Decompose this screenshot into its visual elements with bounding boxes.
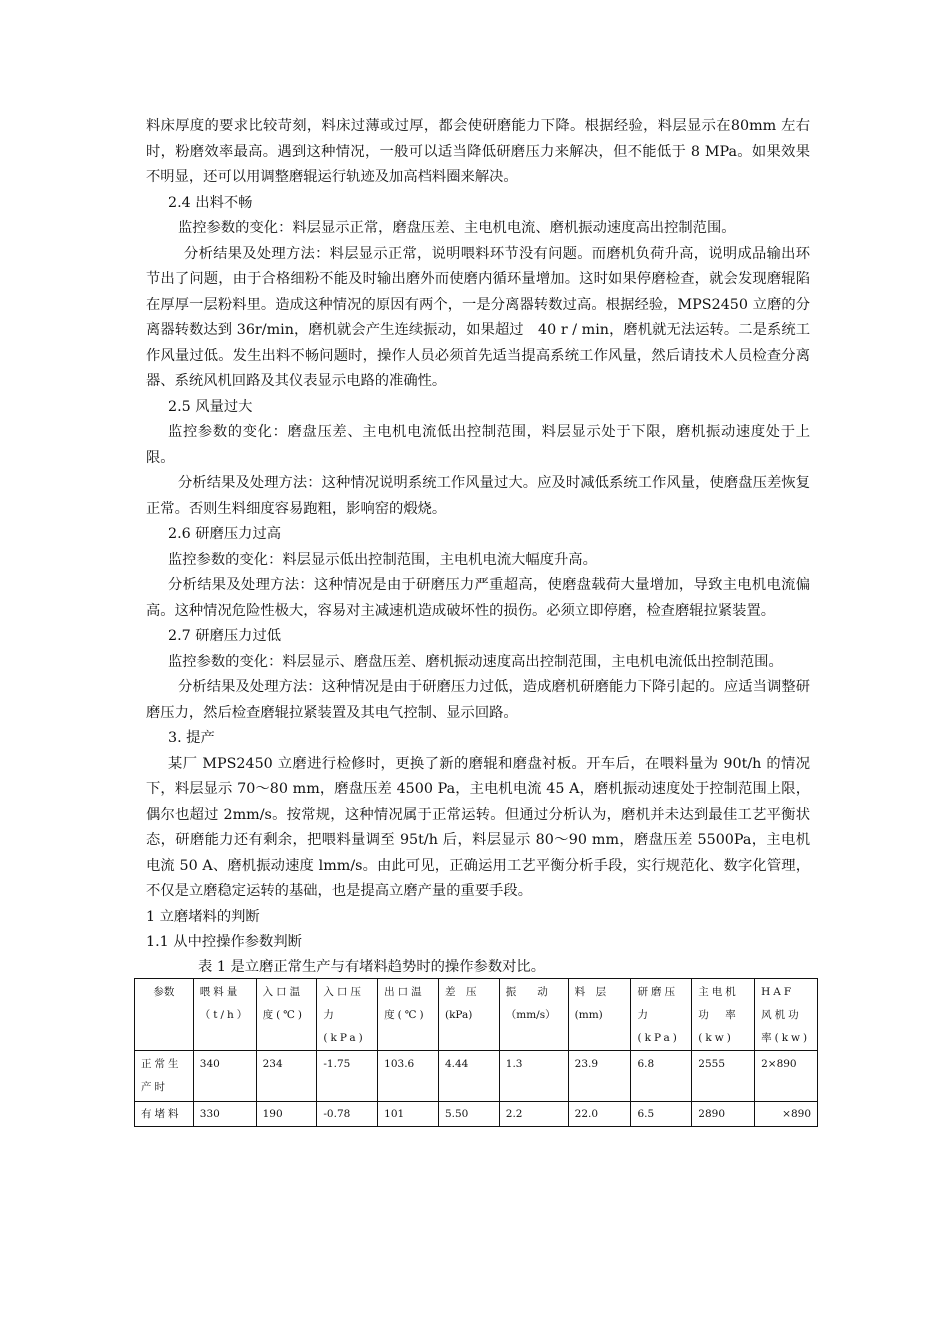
table-header-cell: 研磨压力(kPa): [631, 978, 692, 1050]
table-cell: -1.75: [317, 1050, 378, 1101]
paragraph: 监控参数的变化：料层显示正常，磨盘压差、主电机电流、磨机振动速度高出控制范围。: [178, 220, 736, 236]
table-header-cell: 振 动（mm/s）: [499, 978, 568, 1050]
table-caption: 表 1 是立磨正常生产与有堵料趋势时的操作参数对比。: [198, 958, 546, 975]
table-header-cell: 入口温度(℃): [256, 978, 317, 1050]
table-cell: 6.8: [631, 1050, 692, 1101]
table-header-cell: 料 层(mm): [568, 978, 631, 1050]
paragraph: 监控参数的变化：料层显示低出控制范围，主电机电流大幅度升高。: [168, 551, 597, 568]
table-header-cell: 差 压(kPa): [438, 978, 499, 1050]
table-cell: 234: [256, 1050, 317, 1101]
table-cell: 23.9: [568, 1050, 631, 1101]
table-cell: 330: [193, 1101, 256, 1126]
table-cell: 103.6: [378, 1050, 439, 1101]
table-header-cell: 主电机功 率(kw): [692, 978, 755, 1050]
parameter-table: [134, 978, 818, 1127]
section-heading: 2.4 出料不畅: [168, 194, 253, 211]
table-cell: 2.2: [499, 1101, 568, 1126]
table-cell: 2555: [692, 1050, 755, 1101]
table-header-cell: 出口温度(℃): [378, 978, 439, 1050]
paragraph: 某厂 MPS2450 立磨进行检修时，更换了新的磨辊和磨盘衬板。开车后，在喂料量为 90t/h 的情况下，料层显示 70～80 mm，磨盘压差 4500 Pa，主电机电流 45 A，磨机振动速度处于控制范围上限，偶尔也超过 2mm/s。按常规，这种情况属于正常运转。但通过分析认为，磨机并未达到最佳工艺平衡状态，研磨能力还有剩余，把喂料量调至 95t/h 后，料层显示 80～90 mm，磨盘压差 5500Pa，主电机电流 50 A、磨机振动速度 lmm/s。由此可见，正确运用工艺平衡分析手段，实行规范化、数字化管理，不仅是立磨稳定运转的基础，也是提高立磨产量的重要手段。: [146, 755, 810, 899]
paragraph: 分析结果及处理方法：这种情况是由于研磨压力严重超高，使磨盘载荷大量增加，导致主电机电流偏高。这种情况危险性极大，容易对主减速机造成破坏性的损伤。必须立即停磨，检查磨辊拉紧装置。: [146, 577, 810, 619]
paragraph: 料床厚度的要求比较苛刻，料床过薄或过厚，都会使研磨能力下降。根据经验，料层显示在80mm 左右时，粉磨效率最高。遇到这种情况，一般可以适当降低研磨压力来解决，但不能低于 8 MPa。如果效果不明显，还可以用调整磨辊运行轨迹及加高档料圈来解决。: [146, 118, 810, 185]
table-cell: 2890: [692, 1101, 755, 1126]
table-row: [135, 1050, 818, 1101]
section-heading: 1 立磨堵料的判断: [146, 908, 260, 925]
table-cell: 6.5: [631, 1101, 692, 1126]
table-header-cell: 入口压力(kPa): [317, 978, 378, 1050]
table-cell: 2×890: [755, 1050, 818, 1101]
section-heading: 3. 提产: [168, 730, 215, 746]
section-heading: 2.7 研磨压力过低: [168, 628, 282, 644]
table-header-cell: 参数: [135, 978, 194, 1050]
paragraph: 分析结果及处理方法：这种情况说明系统工作风量过大。应及时减低系统工作风量，使磨盘压差恢复正常。否则生料细度容易跑粗，影响窑的煅烧。: [146, 475, 810, 517]
paragraph: 分析结果及处理方法：这种情况是由于研磨压力过低，造成磨机研磨能力下降引起的。应适当调整研磨压力，然后检查磨辊拉紧装置及其电气控制、显示回路。: [146, 679, 810, 721]
table-cell: 101: [378, 1101, 439, 1126]
paragraph: 分析结果及处理方法：料层显示正常，说明喂料环节没有问题。而磨机负荷升高，说明成品输出环节出了问题，由于合格细粉不能及时输出磨外而使磨内循环量增加。这时如果停磨检查，就会发现磨辊陷在厚厚一层粉料里。造成这种情况的原因有两个，一是分离器转数过高。根据经验，MPS2450 立磨的分离器转数达到 36r/min，磨机就会产生连续振动，如果超过 40 r / min，磨机就无法运转。二是系统工作风量过低。发生出料不畅问题时，操作人员必须首先适当提高系统工作风量，然后请技术人员检查分离器、系统风机回路及其仪表显示电路的准确性。: [146, 245, 810, 389]
table-cell: 有堵料: [135, 1101, 194, 1126]
table-cell: 正常生产时: [135, 1050, 194, 1101]
table-cell: ×890: [755, 1101, 818, 1126]
document-page: [141, 114, 811, 1127]
table-header-row: [135, 978, 818, 1050]
table-cell: 190: [256, 1101, 317, 1126]
table-cell: 340: [193, 1050, 256, 1101]
table-header-cell: 喂料量（t/h）: [193, 978, 256, 1050]
table-cell: 5.50: [438, 1101, 499, 1126]
table-cell: 22.0: [568, 1101, 631, 1126]
table-row: [135, 1101, 818, 1126]
paragraph: 监控参数的变化：磨盘压差、主电机电流低出控制范围，料层显示处于下限，磨机振动速度处于上限。: [146, 424, 810, 466]
section-heading: 2.5 风量过大: [168, 398, 253, 415]
table-cell: -0.78: [317, 1101, 378, 1126]
table-cell: 1.3: [499, 1050, 568, 1101]
section-heading: 2.6 研磨压力过高: [168, 526, 282, 542]
table-header-cell: HAF 风机功率(kw): [755, 978, 818, 1050]
table-cell: 4.44: [438, 1050, 499, 1101]
paragraph: 监控参数的变化：料层显示、磨盘压差、磨机振动速度高出控制范围，主电机电流低出控制范围。: [168, 653, 783, 670]
section-heading: 1.1 从中控操作参数判断: [146, 934, 302, 950]
